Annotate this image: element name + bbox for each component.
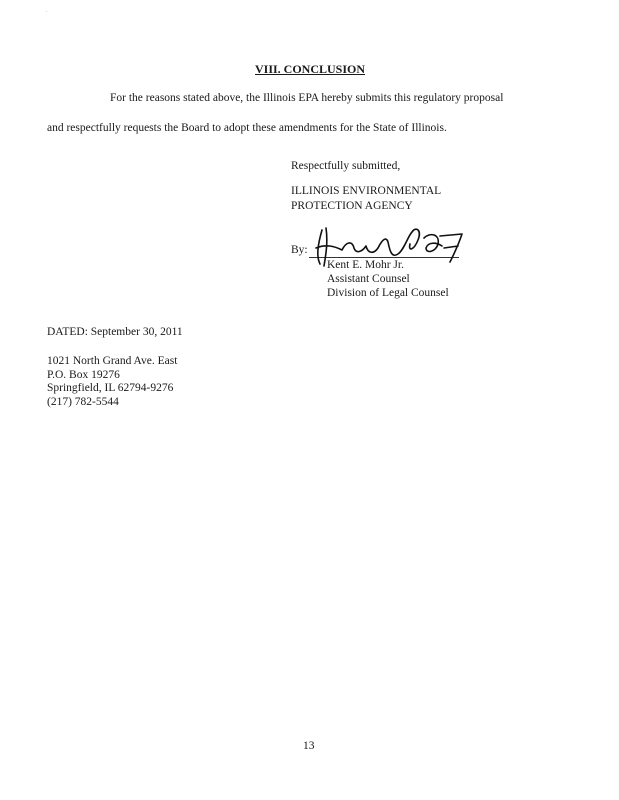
address-line: Springfield, IL 62794-9276 — [47, 382, 174, 394]
address-line: P.O. Box 19276 — [47, 368, 120, 381]
salutation: Respectfully submitted, — [291, 160, 401, 172]
organization-line-2: PROTECTION AGENCY — [291, 200, 413, 212]
mailing-address — [47, 355, 177, 409]
signer-title: Assistant Counsel — [327, 273, 410, 285]
page-number: 13 — [303, 740, 315, 752]
by-label: By: — [291, 244, 308, 256]
organization-line-1: ILLINOIS ENVIRONMENTAL — [291, 185, 442, 197]
body-text-line-2: and respectfully requests the Board to adopt these amendments for the State of Illinois. — [47, 122, 447, 134]
dated-line: DATED: September 30, 2011 — [47, 326, 183, 338]
scan-mark: . — [46, 8, 48, 14]
signature-block — [291, 159, 441, 214]
signer-details — [327, 258, 449, 300]
section-heading: VIII. CONCLUSION — [255, 62, 366, 76]
body-text-line-1: For the reasons stated above, the Illinois EPA hereby submits this regulatory proposal — [110, 92, 504, 104]
signer-name: Kent E. Mohr Jr. — [327, 259, 404, 271]
address-phone: (217) 782-5544 — [47, 395, 119, 408]
signer-division: Division of Legal Counsel — [327, 287, 449, 299]
address-line: 1021 North Grand Ave. East — [47, 355, 178, 367]
